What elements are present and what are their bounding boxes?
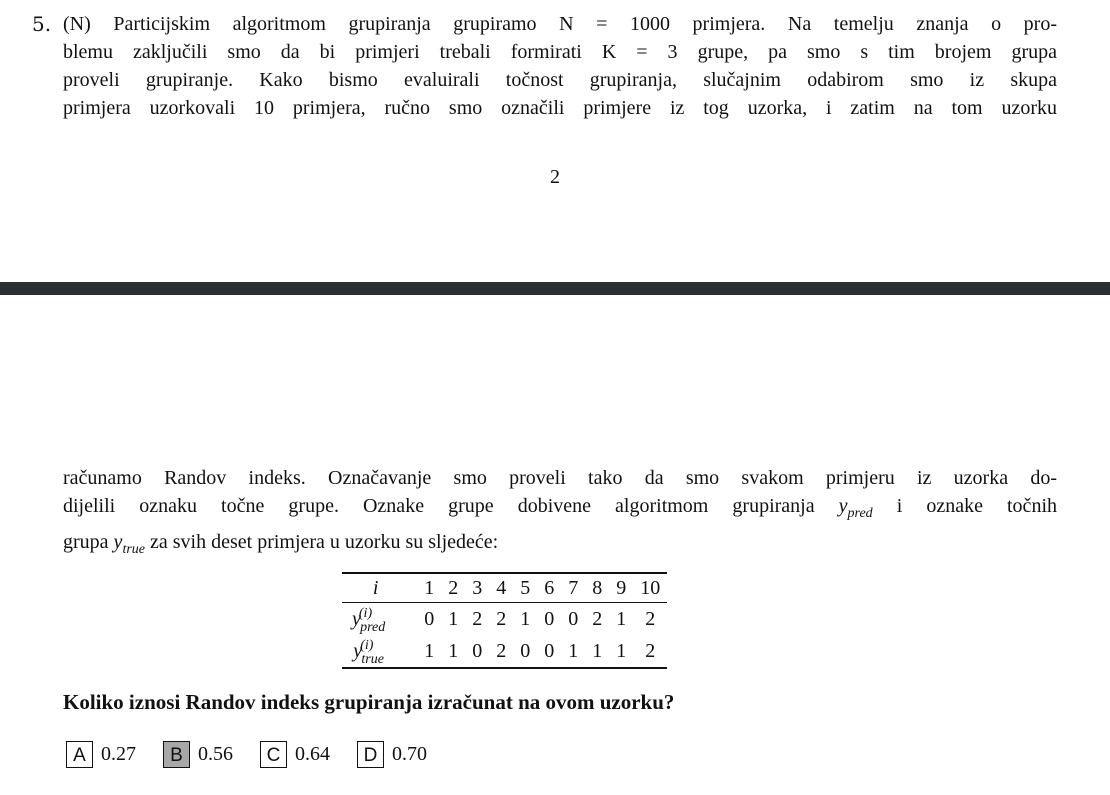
index-cell: 5 bbox=[513, 573, 537, 603]
true-cell: 0 bbox=[537, 635, 561, 668]
index-label: i bbox=[342, 573, 417, 603]
answer-value: 0.70 bbox=[392, 743, 427, 765]
true-label bbox=[342, 635, 417, 668]
table-row-true bbox=[342, 635, 667, 668]
index-cell: 6 bbox=[537, 573, 561, 603]
pred-cell: 0 bbox=[568, 607, 579, 630]
true-cell: 1 bbox=[609, 635, 633, 668]
answer-letter[interactable]: B bbox=[163, 741, 190, 768]
cont-2b: i oznake točnih bbox=[872, 495, 1057, 517]
continuation-line-3 bbox=[63, 528, 1057, 564]
true-cell: 2 bbox=[489, 635, 513, 668]
index-cell: 3 bbox=[465, 573, 489, 603]
pred-cell: 1 bbox=[616, 607, 627, 630]
true-cell: 1 bbox=[417, 635, 441, 668]
cont-2a: dijelili oznaku točne grupe. Oznake grupe dobivene algoritmom grupiranja bbox=[63, 495, 839, 517]
index-cell: 10 bbox=[633, 573, 667, 603]
cont-3b: za svih deset primjera u uzorku su sljedeće: bbox=[145, 531, 499, 553]
index-cell: 8 bbox=[585, 573, 609, 603]
answer-option-a[interactable] bbox=[66, 741, 136, 768]
index-cell: 2 bbox=[441, 573, 465, 603]
question-intro bbox=[63, 10, 1057, 122]
sub-pred: pred bbox=[847, 506, 873, 521]
answer-letter[interactable]: D bbox=[357, 741, 384, 768]
answer-letter[interactable]: A bbox=[66, 741, 93, 768]
pred-cell: 2 bbox=[592, 607, 603, 630]
pred-cell: 0 bbox=[544, 607, 555, 630]
intro-line-2: blemu zaključili smo da bi primjeri trebali formirati K = 3 grupe, pa smo s tim brojem grupa bbox=[63, 41, 1057, 63]
pred-cell: 0 bbox=[424, 607, 435, 630]
pred-var: y bbox=[352, 607, 361, 630]
question-text: Koliko iznosi Randov indeks grupiranja izračunat na ovom uzorku? bbox=[63, 690, 675, 714]
true-cell: 1 bbox=[585, 635, 609, 668]
true-sub: true bbox=[361, 651, 384, 667]
answer-letter[interactable]: C bbox=[260, 741, 287, 768]
pred-cell: 2 bbox=[496, 607, 507, 630]
page-top bbox=[0, 0, 1110, 282]
question-continuation bbox=[63, 464, 1057, 564]
true-var: y bbox=[353, 639, 363, 662]
true-sup: (i) bbox=[360, 637, 374, 653]
answer-value: 0.56 bbox=[198, 743, 233, 765]
sub-true: true bbox=[122, 542, 145, 557]
page-number: 2 bbox=[550, 166, 560, 188]
pred-cell: 1 bbox=[448, 607, 459, 630]
index-cell: 7 bbox=[561, 573, 585, 603]
true-cell: 1 bbox=[441, 635, 465, 668]
true-cell: 0 bbox=[513, 635, 537, 668]
index-cell: 9 bbox=[609, 573, 633, 603]
intro-line-4: primjera uzorkovali 10 primjera, ručno smo označili primjere iz tog uzorka, i zatim na tom uzorku bbox=[63, 97, 1057, 119]
true-cell: 1 bbox=[561, 635, 585, 668]
pred-sub: pred bbox=[360, 619, 386, 635]
index-cell: 4 bbox=[489, 573, 513, 603]
answer-value: 0.64 bbox=[295, 743, 330, 765]
pred-cell: 2 bbox=[472, 607, 483, 630]
answer-option-b[interactable] bbox=[163, 741, 233, 768]
continuation-line-2 bbox=[63, 492, 1057, 528]
pred-label bbox=[342, 603, 417, 636]
pred-sup: (i) bbox=[358, 605, 373, 621]
true-cell: 2 bbox=[633, 635, 667, 668]
index-cell: 1 bbox=[417, 573, 441, 603]
true-cell: 0 bbox=[465, 635, 489, 668]
intro-line-3: proveli grupiranje. Kako bismo evaluirali točnost grupiranja, slučajnim odabirom smo iz skupa bbox=[63, 69, 1057, 91]
pred-cell: 2 bbox=[645, 607, 656, 630]
page-separator bbox=[0, 282, 1110, 295]
labels-table bbox=[342, 572, 667, 669]
continuation-line-1: računamo Randov indeks. Označavanje smo proveli tako da smo svakom primjeru iz uzorka do- bbox=[63, 467, 1057, 489]
var-y-pred: y bbox=[838, 495, 848, 517]
cont-3a: grupa bbox=[63, 531, 114, 553]
answer-value: 0.27 bbox=[101, 743, 136, 765]
var-y-true: y bbox=[113, 531, 123, 553]
answer-option-d[interactable] bbox=[357, 741, 427, 768]
table-row-pred bbox=[342, 603, 667, 636]
pred-cell: 1 bbox=[520, 607, 531, 630]
answer-option-c[interactable] bbox=[260, 741, 330, 768]
question-number: 5. bbox=[32, 12, 52, 36]
answer-options bbox=[66, 741, 454, 768]
intro-line-1: (N) Particijskim algoritmom grupiranja grupiramo N = 1000 primjera. Na temelju znanja o pro- bbox=[63, 13, 1057, 35]
table-row-index bbox=[342, 573, 667, 603]
